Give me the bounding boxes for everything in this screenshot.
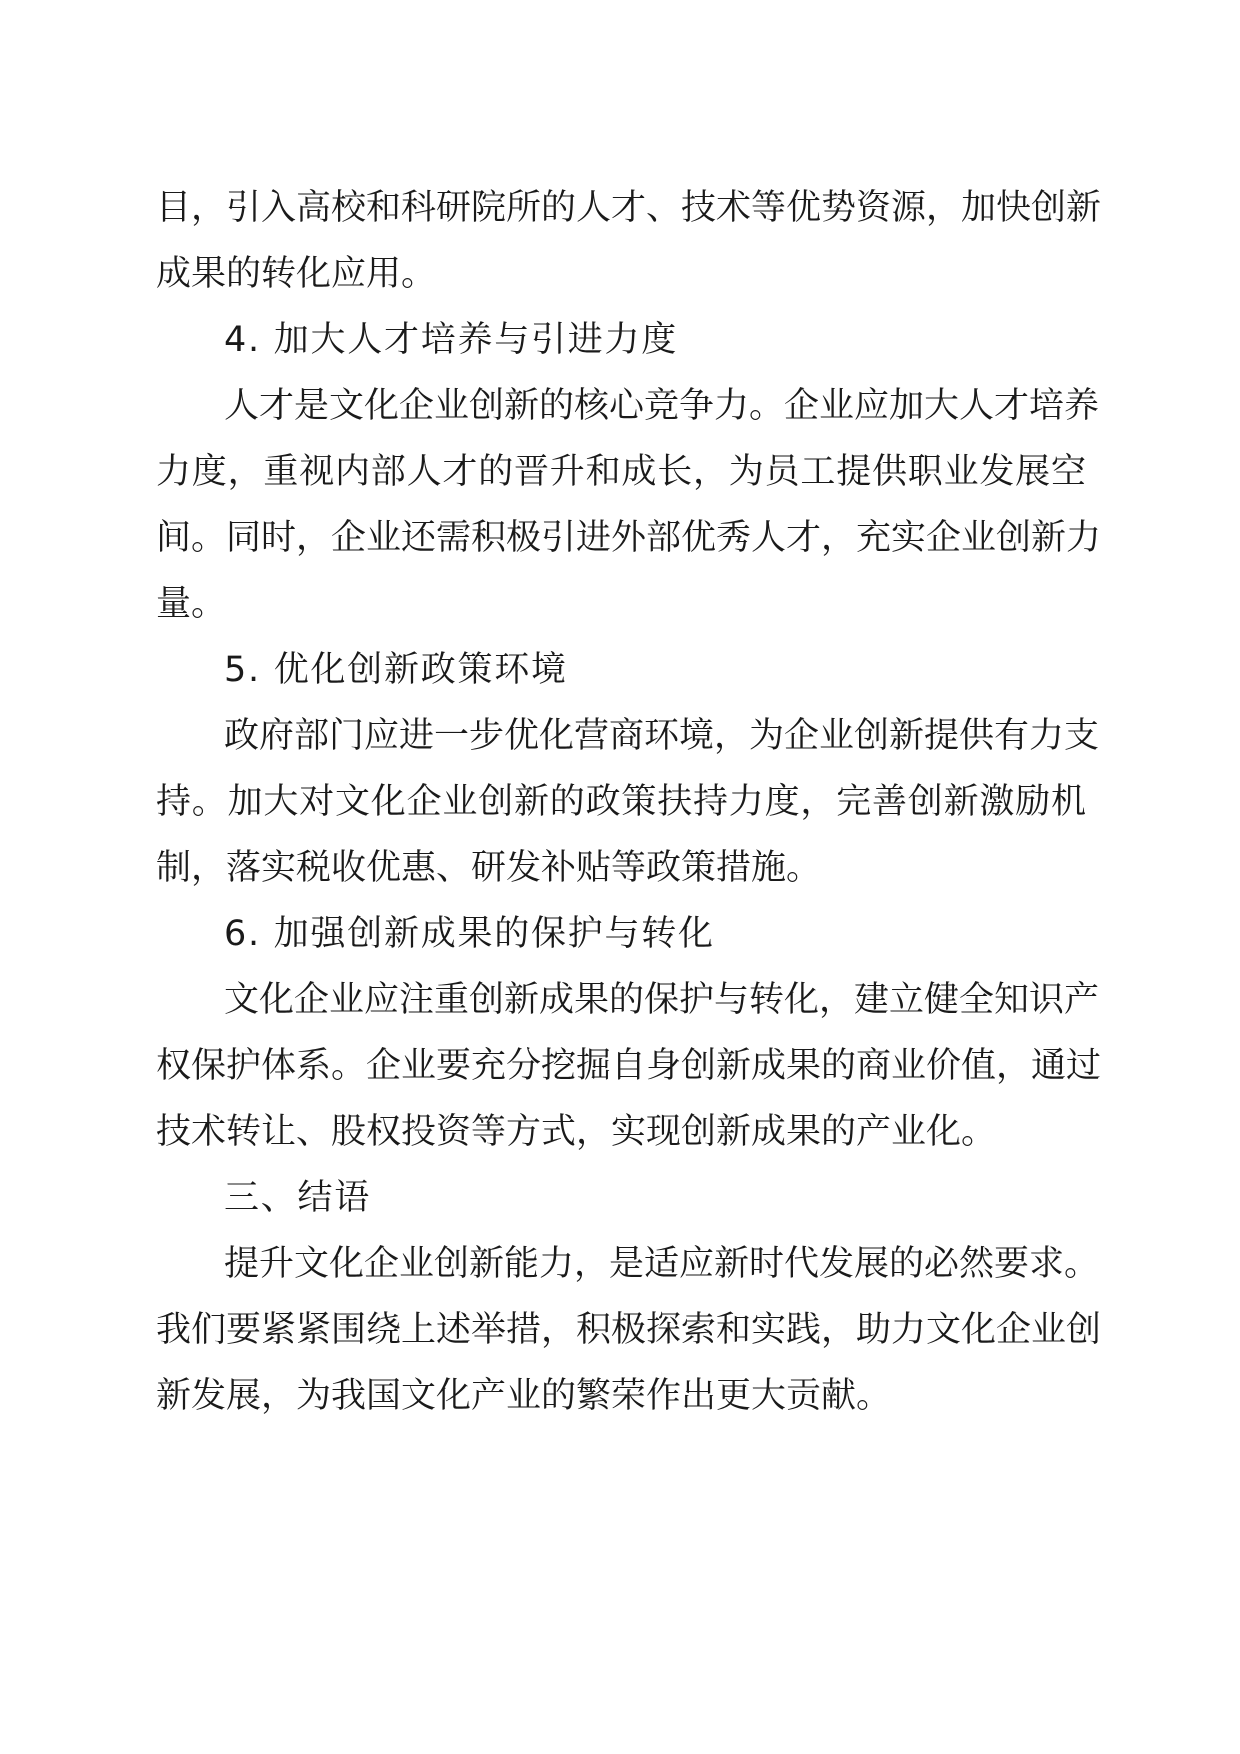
- paragraph-line: 技术转让、股权投资等方式，实现创新成果的产业化。: [156, 1112, 997, 1152]
- paragraph-line: 提升文化企业创新能力，是适应新时代发展的必然要求。: [224, 1244, 1100, 1284]
- section-4-heading: 4. 加大人才培养与引进力度: [224, 320, 679, 360]
- paragraph-line: 目，引入高校和科研院所的人才、技术等优势资源，加快创新: [156, 188, 1102, 228]
- paragraph-line: 力度，重视内部人才的晋升和成长，为员工提供职业发展空: [156, 452, 1086, 492]
- paragraph-line: 量。: [156, 584, 227, 624]
- paragraph-line: 间。同时，企业还需积极引进外部优秀人才，充实企业创新力: [156, 518, 1102, 558]
- paragraph-line: 持。加大对文化企业创新的政策扶持力度，完善创新激励机: [156, 782, 1086, 822]
- paragraph-line: 人才是文化企业创新的核心竞争力。企业应加大人才培养: [224, 386, 1100, 426]
- paragraph-line: 我们要紧紧围绕上述举措，积极探索和实践，助力文化企业创: [156, 1310, 1102, 1350]
- paragraph-line: 新发展，为我国文化产业的繁荣作出更大贡献。: [156, 1376, 892, 1416]
- paragraph-line: 权保护体系。企业要充分挖掘自身创新成果的商业价值，通过: [156, 1046, 1102, 1086]
- section-5-heading: 5. 优化创新政策环境: [224, 650, 568, 690]
- paragraph-line: 成果的转化应用。: [156, 254, 437, 294]
- paragraph-line: 政府部门应进一步优化营商环境，为企业创新提供有力支: [224, 716, 1100, 756]
- conclusion-heading: 三、结语: [224, 1178, 372, 1218]
- paragraph-line: 文化企业应注重创新成果的保护与转化，建立健全知识产: [224, 980, 1100, 1020]
- paragraph-line: 制，落实税收优惠、研发补贴等政策措施。: [156, 848, 822, 888]
- section-6-heading: 6. 加强创新成果的保护与转化: [224, 914, 715, 954]
